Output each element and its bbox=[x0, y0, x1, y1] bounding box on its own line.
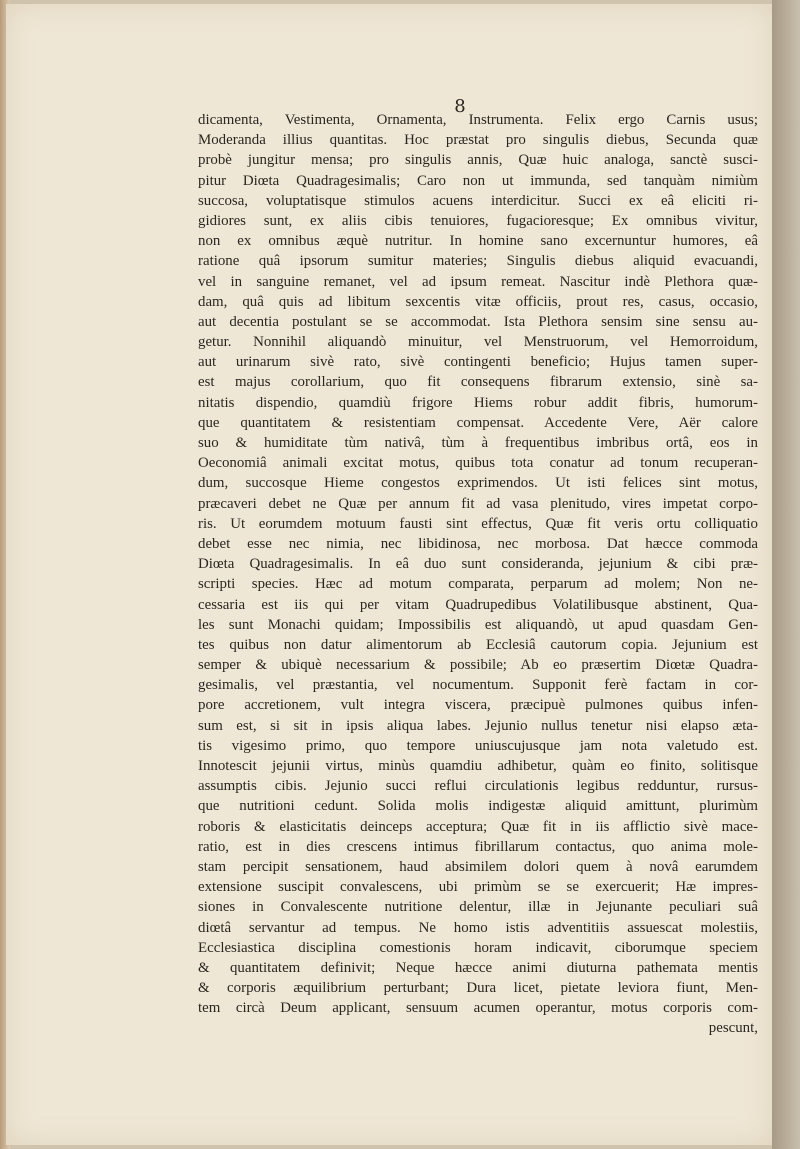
text-line: siones in Convalescente nutritione delentur, illæ in Jejunante peculiari suâ bbox=[198, 899, 758, 916]
text-line: aut decentia postulant se se accommodat. Ista Plethora sensim sine sensu au- bbox=[198, 313, 758, 330]
text-line: stam percipit sensationem, haud absimilem dolori quem à novâ earumdem bbox=[198, 858, 758, 875]
text-line: est majus corollarium, quo fit consequens fibrarum extensio, sinè sa- bbox=[198, 374, 758, 391]
text-line: non ex omnibus æquè nutritur. In homine sano excernuntur humores, eâ bbox=[198, 233, 758, 250]
text-line: ris. Ut eorumdem motuum fausti sint effectus, Quæ fit veris ortu colliquatio bbox=[198, 515, 758, 532]
text-line: tis vigesimo primo, quo tempore uniuscujusque jam nota valetudo est. bbox=[198, 737, 758, 754]
text-line: succosa, voluptatisque stimulos acuens interdicitur. Succi ex eâ eliciti ri- bbox=[198, 192, 758, 209]
text-line: pitur Diœta Quadragesimalis; Caro non ut immunda, sed tanquàm nimiùm bbox=[198, 172, 758, 189]
text-line: Innotescit jejunii virtus, minùs quamdiu adhibetur, quàm eo finito, solitisque bbox=[198, 758, 758, 774]
text-line: assumptis cibis. Jejunio succi reflui circulationis legibus redduntur, rursus- bbox=[198, 778, 758, 795]
text-line: sum est, si sit in ipsis aliqua labes. Jejunio nullus tenetur nisi elapso æta- bbox=[198, 717, 758, 734]
text-line: les sunt Monachi quidam; Impossibilis est aliquandò, ut apud quasdam Gen- bbox=[198, 616, 758, 633]
text-line: Moderanda illius quantitas. Hoc præstat pro singulis diebus, Secunda quæ bbox=[198, 132, 758, 149]
text-line: & quantitatem definivit; Neque hæcce animi diuturna pathemata mentis bbox=[198, 959, 758, 976]
body-text bbox=[198, 110, 758, 1039]
text-line: Diœta Quadragesimalis. In eâ duo sunt consideranda, jejunium & cibi præ- bbox=[198, 556, 758, 573]
text-line: probè jungitur mensa; pro singulis annis, Quæ huic analoga, sanctè susci- bbox=[198, 152, 758, 169]
text-line: Oeconomiâ animali excitat motus, quibus tota conatur ad tonum recuperan- bbox=[198, 455, 758, 472]
text-line: gidiores sunt, ex aliis cibis tenuiores, fugacioresque; Ex omnibus vivitur, bbox=[198, 212, 758, 229]
text-line: dum, succosque Hieme congestos exprimendos. Ut isti felices sint motus, bbox=[198, 475, 758, 492]
text-line: pescunt, bbox=[708, 1020, 758, 1037]
text-line: cessaria est iis qui per vitam Quadrupedibus Volatilibusque abstinent, Qua- bbox=[198, 596, 758, 613]
text-line: & corporis æquilibrium perturbant; Dura licet, pietate leviora fiunt, Men- bbox=[198, 980, 758, 997]
text-line: diœtâ servantur ad tempus. Ne homo istis adventitiis assuescat molestiis, bbox=[198, 919, 758, 936]
text-line: debet esse nec nimia, nec libidinosa, nec morbosa. Dat hæcce commoda bbox=[198, 535, 758, 552]
text-line: scripti species. Hæc ad motum comparata, perparum ad molem; Non ne- bbox=[198, 576, 758, 593]
text-line: vel in sanguine remanet, vel ad ipsum remeat. Nascitur indè Plethora quæ- bbox=[198, 273, 758, 290]
text-line: gesimalis, vel præstantia, vel nocumentum. Supponit ferè factam in cor- bbox=[198, 677, 758, 694]
text-line: que nutritioni cedunt. Solida molis indigestæ aliquid amittunt, plurimùm bbox=[198, 798, 758, 815]
text-line: roboris & elasticitatis deinceps acceptura; Quæ fit in iis afflictio sivè mace- bbox=[198, 818, 758, 835]
text-line: getur. Nonnihil aliquandò minuitur, vel Menstruorum, vel Hemorroidum, bbox=[198, 334, 758, 351]
text-line: præcaveri debet ne Quæ per annum fit ad vasa plenitudo, vires impetat corpo- bbox=[198, 495, 758, 512]
text-line: Ecclesiastica disciplina comestionis horam indicavit, ciborumque speciem bbox=[198, 939, 758, 956]
text-line: tes quibus non datur alimentorum ab Ecclesiâ cautorum copia. Jejunium est bbox=[198, 636, 758, 653]
text-line: tem circà Deum applicant, sensuum acumen operantur, motus corporis com- bbox=[198, 1000, 758, 1017]
text-line: ratio, est in dies crescens intimus fibrillarum contactus, quo anima mole- bbox=[198, 838, 758, 855]
text-line: nitatis dispendio, quamdiù frigore Hiems robur addit fibris, humorum- bbox=[198, 394, 758, 411]
text-line: semper & ubiquè necessarium & possibile; Ab eo præsertim Diœtæ Quadra- bbox=[198, 657, 758, 674]
page-edge bbox=[772, 0, 800, 1149]
text-line: dicamenta, Vestimenta, Ornamenta, Instrumenta. Felix ergo Carnis usus; bbox=[198, 112, 758, 128]
text-line: suo & humiditate tùm nativâ, tùm à frequentibus imbribus ortâ, eos in bbox=[198, 435, 758, 451]
text-line: extensione suscipit convalescens, ubi primùm se se exercuerit; Hæ impres- bbox=[198, 879, 758, 896]
text-line: que quantitatem & resistentiam compensat. Accedente Vere, Aër calore bbox=[198, 414, 758, 431]
text-line: ratione quâ ipsorum sumitur materies; Singulis diebus aliquid evacuandi, bbox=[198, 253, 758, 270]
page-number: 8 bbox=[454, 96, 466, 117]
text-line: pore accretionem, vult integra viscera, præcipuè pulmones quibus infen- bbox=[198, 697, 758, 714]
text-line: aut urinarum sivè rato, sivè contingenti beneficio; Hujus tamen super- bbox=[198, 354, 758, 371]
text-line: dam, quâ quis ad libitum sexcentis vitæ officiis, prout res, casus, occasio, bbox=[198, 293, 758, 310]
